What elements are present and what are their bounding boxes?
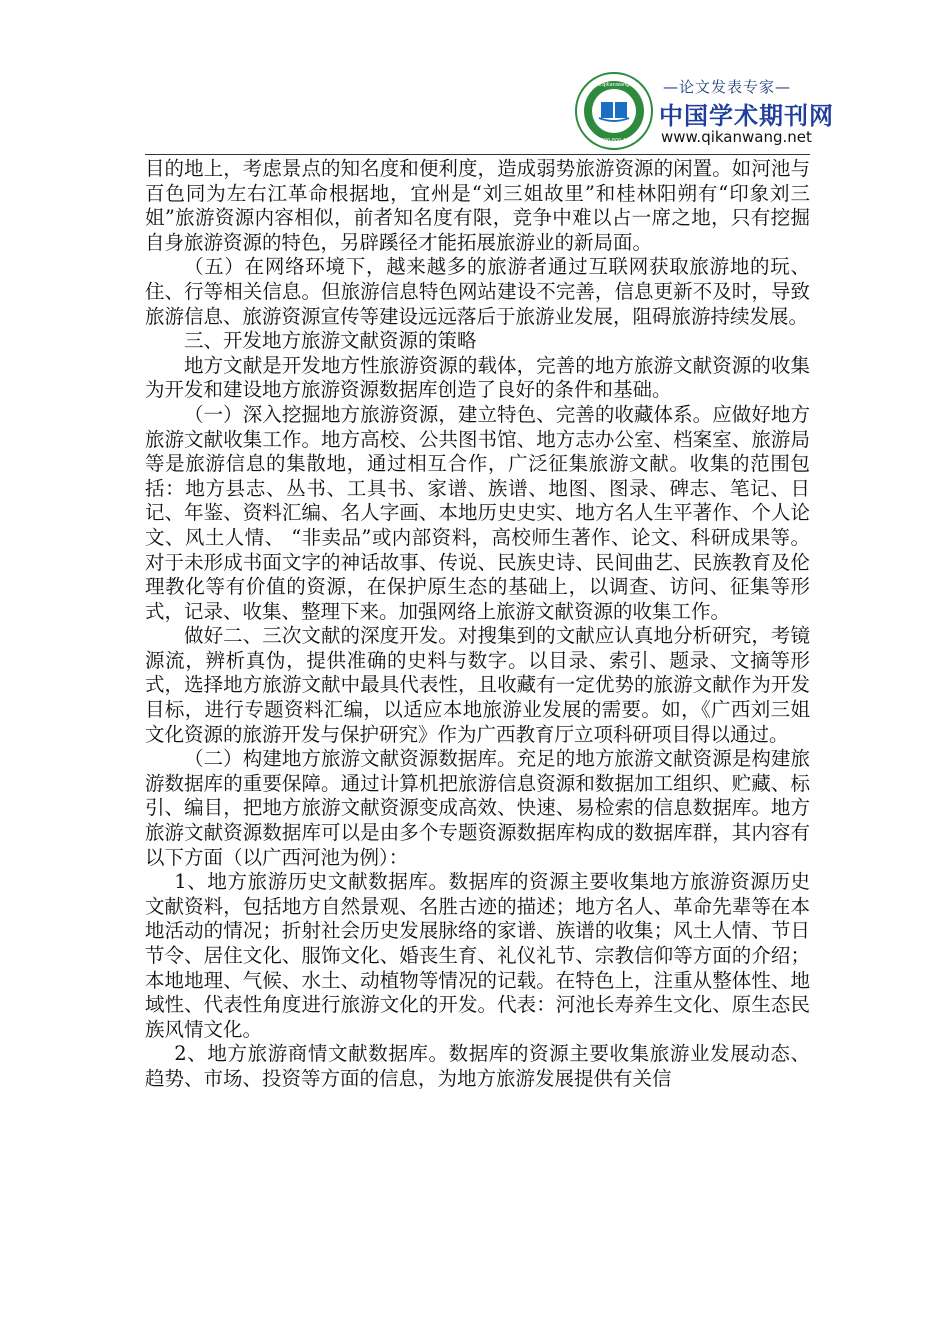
article-body xyxy=(145,157,810,1092)
header-divider xyxy=(145,154,810,155)
logo-tagline: —论文发表专家— xyxy=(663,78,792,96)
paragraph: （五）在网络环境下，越来越多的旅游者通过互联网获取旅游地的玩、住、行等相关信息。但旅游信息特色网站建设不完善，信息更新不及时，导致旅游信息、旅游资源宣传等建设远远落后于旅游业发展，阻碍旅游持续发展。 xyxy=(145,255,810,328)
paragraph: 目的地上，考虑景点的知名度和便利度，造成弱势旅游资源的闲置。如河池与百色同为左右江革命根据地，宜州是“刘三姐故里”和桂林阳朔有“印象刘三姐”旅游资源内容相似，前者知名度有限，竞争中难以占一席之地，只有挖掘自身旅游资源的特色，另辟蹊径才能拓展旅游业的新局面。 xyxy=(145,157,810,254)
logo-url[interactable]: www.qikanwang.net xyxy=(661,128,812,146)
section-heading: 三、开发地方旅游文献资源的策略 xyxy=(184,329,477,353)
paragraph: （二）构建地方旅游文献资源数据库。充足的地方旅游文献资源是构建旅游数据库的重要保障。通过计算机把旅游信息资源和数据加工组织、贮藏、标引、编目，把地方旅游文献资源变成高效、快速、易检索的信息数据库。地方旅游文献资源数据库可以是由多个专题资源数据库构成的数据库群，其内容有以下方面（以广西河池为例）： xyxy=(145,747,810,869)
paragraph: 地方文献是开发地方性旅游资源的载体，完善的地方旅游文献资源的收集为开发和建设地方旅游资源数据库创造了良好的条件和基础。 xyxy=(145,353,810,402)
logo-ring-text-bottom: Tel:400-800-1920 xyxy=(592,138,636,144)
site-logo[interactable] xyxy=(575,72,834,152)
logo-site-name: 中国学术期刊网 xyxy=(659,102,834,130)
logo-ring-text: www.qikanwang.net xyxy=(588,82,640,88)
paragraph: 2、地方旅游商情文献数据库。数据库的资源主要收集旅游业发展动态、趋势、市场、投资等方面的信息，为地方旅游发展提供有关信 xyxy=(145,1042,810,1090)
paragraph: 做好二、三次文献的深度开发。对搜集到的文献应认真地分析研究，考镜源流，辨析真伪，提供准确的史料与数字。以目录、索引、题录、文摘等形式，选择地方旅游文献中最具代表性，且收藏有一定优势的旅游文献作为开发目标，进行专题资料汇编，以适应本地旅游业发展的需要。如，《广西刘三姐文化资源的旅游开发与保护研究》作为广西教育厅立项科研项目得以通过。 xyxy=(145,624,810,746)
paragraph: 1、地方旅游历史文献数据库。数据库的资源主要收集地方旅游资源历史文献资料，包括地方自然景观、名胜古迹的描述；地方名人、革命先辈等在本地活动的情况；折射社会历史发展脉络的家谱、族谱的收集；风土人情、节日节令、居住文化、服饰文化、婚丧生育、礼仪礼节、宗教信仰等方面的介绍；本地地理、气候、水土、动植物等情况的记载。在特色上，注重从整体性、地域性、代表性角度进行旅游文化的开发。代表：河池长寿养生文化、原生态民族风情文化。 xyxy=(145,870,810,1041)
logo-emblem-icon xyxy=(575,72,653,150)
paragraph: （一）深入挖掘地方旅游资源，建立特色、完善的收藏体系。应做好地方旅游文献收集工作。地方高校、公共图书馆、地方志办公室、档案室、旅游局等是旅游信息的集散地，通过相互合作，广泛征集旅游文献。收集的范围包括：地方县志、丛书、工具书、家谱、族谱、地图、图录、碑志、笔记、日记、年鉴、资料汇编、名人字画、本地历史史实、地方名人生平著作、个人论文、风土人情、 “非卖品”或内部资料，高校师生著作、论文、科研成果等。对于未形成书面文字的神话故事、传说、民族史诗、民间曲艺、民族教育及伦理教化等有价值的资源，在保护原生态的基础上，以调查、访问、征集等形式，记录、收集、整理下来。加强网络上旅游文献资源的收集工作。 xyxy=(145,402,810,623)
